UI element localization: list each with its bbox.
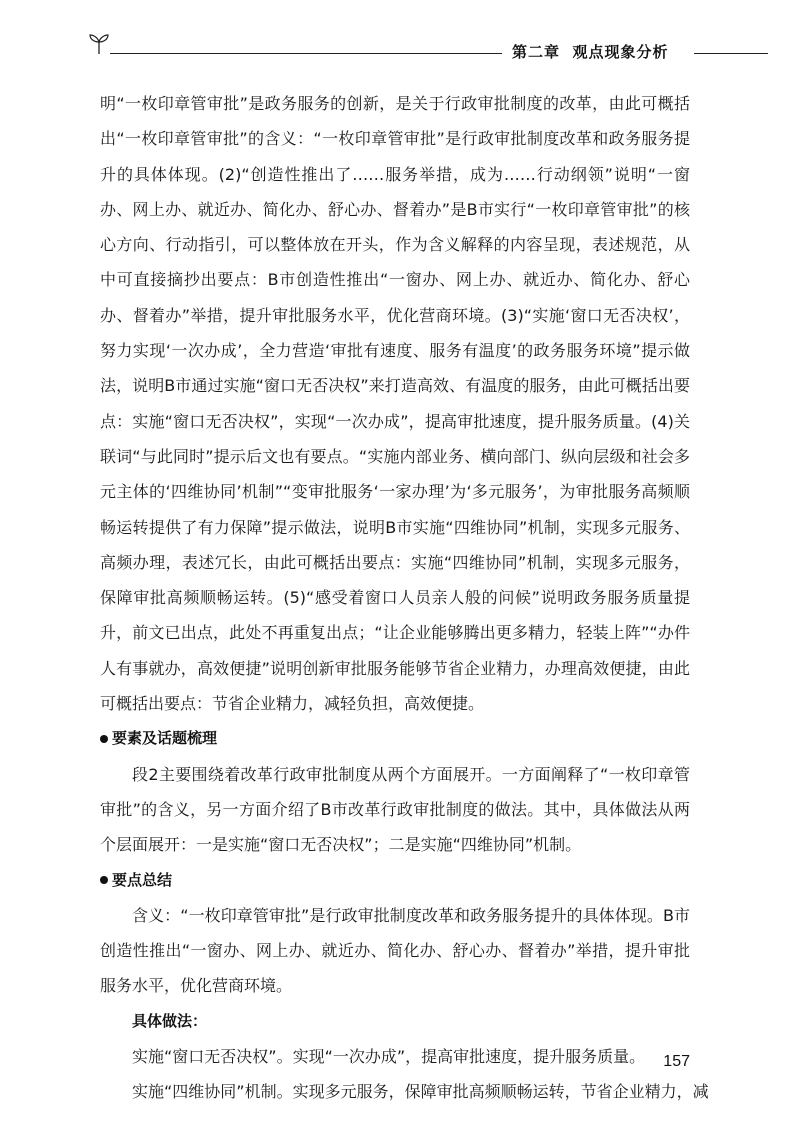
measure-item: 实施“窗口无否决权”。实现“一次办成”，提高审批速度，提升服务质量。 — [132, 1047, 646, 1067]
header-rule-left — [110, 53, 502, 54]
section-title: 要素及话题梳理 — [112, 729, 218, 748]
elements-paragraph: 段2主要围绕着改革行政审批制度从两个方面展开。一方面阐释了“一枚印章管审批”的含义，另一方面介绍了B市改革行政审批制度的做法。其中，具体做法从两个层面展开：一是实施“窗口无否决权”；二是实施“四维协同”机制。 — [100, 764, 690, 855]
page-number: 157 — [663, 1053, 690, 1070]
chapter-heading — [512, 41, 668, 62]
chapter-number: 第二章 — [512, 43, 561, 61]
section-heading-elements — [100, 721, 690, 756]
summary-paragraph: 含义：“一枚印章管审批”是行政审批制度改革和政务服务提升的具体体现。B市创造性推出“一窗办、网上办、就近办、简化办、舒心办、督着办”举措，提升审批服务水平，优化营商环境。 — [100, 905, 690, 996]
section-title: 要点总结 — [112, 870, 173, 889]
sub-heading: 具体做法： — [132, 1011, 208, 1030]
bullet-icon — [100, 735, 108, 743]
header-rule-right — [694, 53, 768, 54]
page-header — [88, 30, 768, 64]
sprout-icon — [88, 30, 110, 56]
section-heading-summary — [100, 863, 690, 898]
analysis-paragraph: 明“一枚印章管审批”是政务服务的创新，是关于行政审批制度的改革，由此可概括出“一枚印章管审批”的含义：“一枚印章管审批”是行政审批制度改革和政务服务提升的具体体现。(2)“创造性推出了……服务举措，成为……行动纲领”说明“一窗办、网上办、就近办、简化办、舒心办、督着办”是B市实行“一枚印章管审批”的核心方向、行动指引，可以整体放在开头，作为含义解释的内容呈现，表述规范，从中可直接摘抄出要点：B市创造性推出“一窗办、网上办、就近办、简化办、舒心办、督着办”举措，提升审批服务水平，优化营商环境。(3)“实施‘窗口无否决权’，努力实现‘一次办成’，全力营造‘审批有速度、服务有温度’的政务服务环境”提示做法，说明B市通过实施“窗口无否决权”来打造高效、有温度的服务，由此可概括出要点：实施“窗口无否决权”，实现“一次办成”，提高审批速度，提升服务质量。(4)关联词“与此同时”提示后文也有要点。“实施内部业务、横向部门、纵向层级和社会多元主体的‘四维协同’机制”“变审批服务‘一家办理’为‘多元服务’，为审批服务高频顺畅运转提供了有力保障”提示做法，说明B市实施“四维协同”机制，实现多元服务、高频办理，表述冗长，由此可概括出要点：实施“四维协同”机制，实现多元服务，保障审批高频顺畅运转。(5)“感受着窗口人员亲人般的问候”说明政务服务质量提升，前文已出点，此处不再重复出点；“让企业能够腾出更多精力，轻装上阵”“办件人有事就办，高效便捷”说明创新审批服务能够节省企业精力，办理高效便捷，由此可概括出要点：节省企业精力，减轻负担，高效便捷。 — [100, 94, 690, 714]
page-body — [100, 86, 709, 1110]
chapter-title: 观点现象分析 — [572, 43, 669, 61]
bullet-icon — [100, 876, 108, 884]
measure-item: 实施“四维协同”机制。实现多元服务，保障审批高频顺畅运转，节省企业精力，减 — [132, 1082, 709, 1102]
